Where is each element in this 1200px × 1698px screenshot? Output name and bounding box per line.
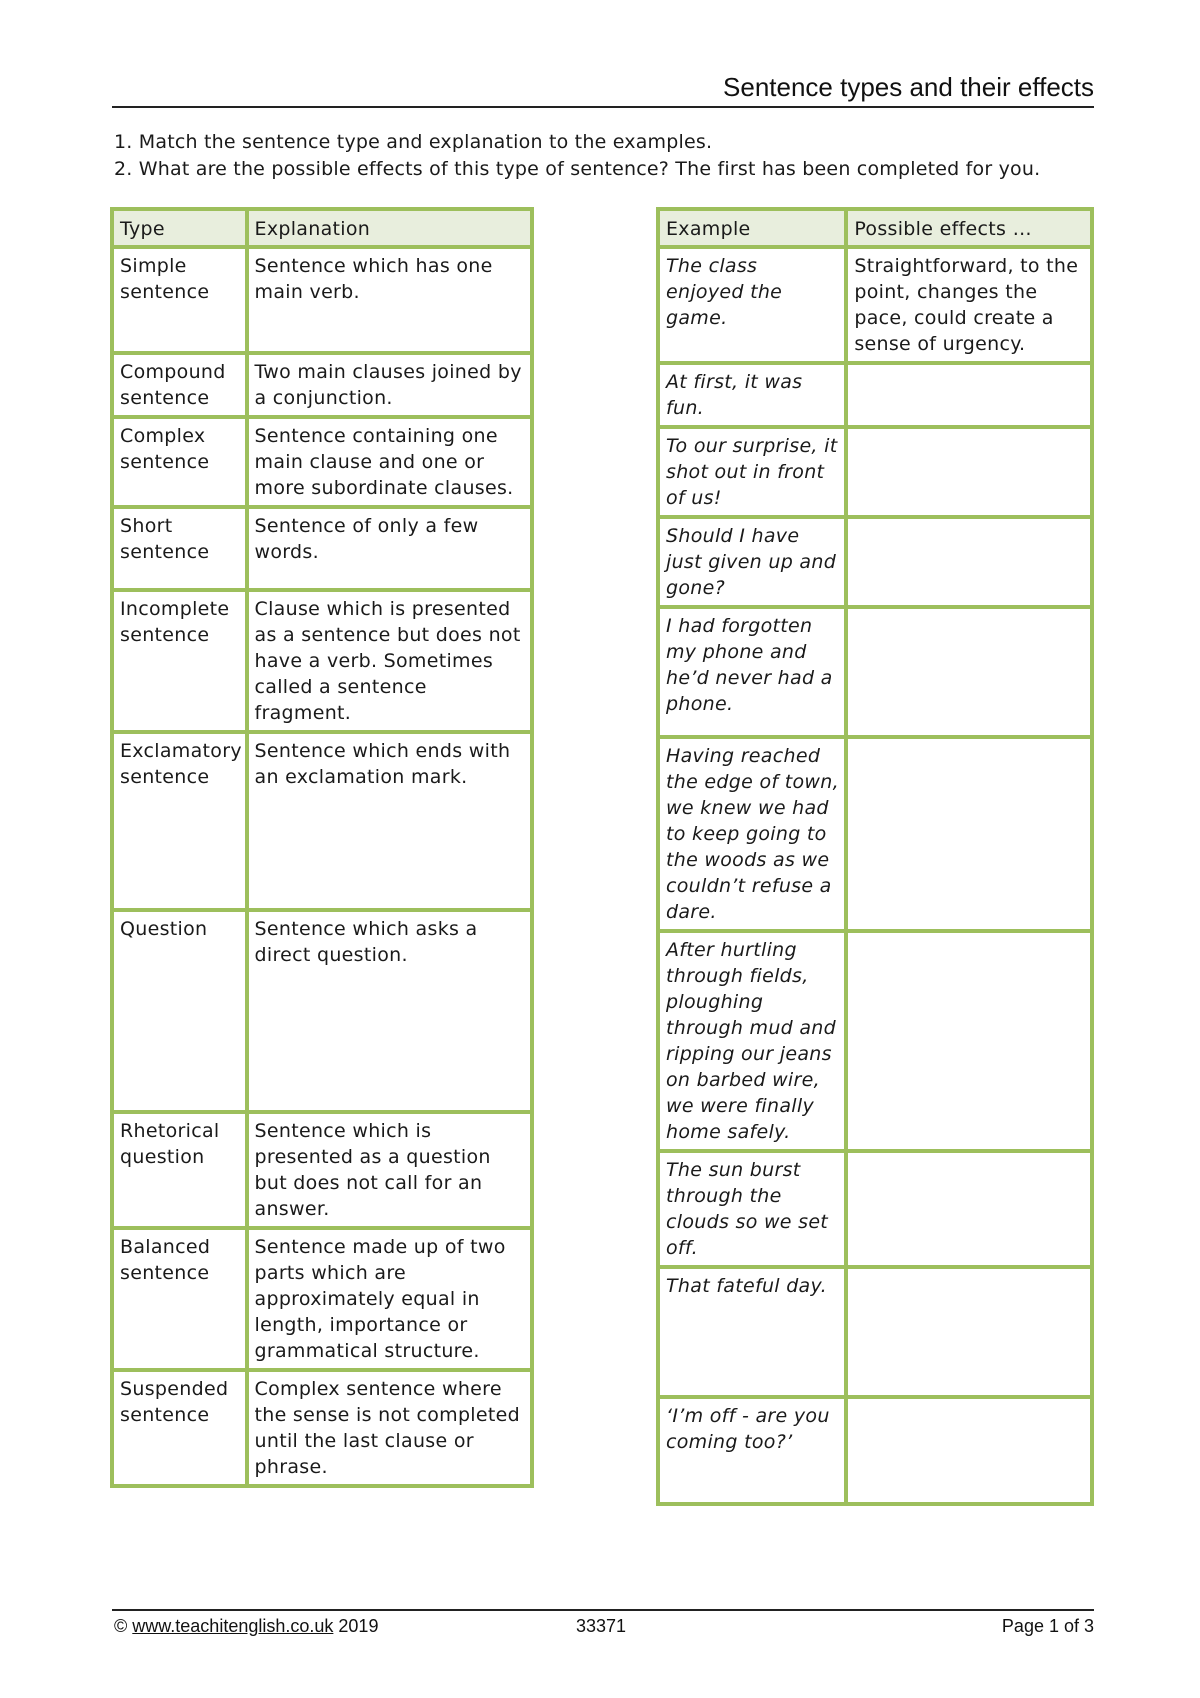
effect-cell[interactable] xyxy=(846,427,1092,517)
explanation-cell: Two main clauses joined by a conjunction. xyxy=(247,353,532,417)
effect-cell[interactable] xyxy=(846,1267,1092,1397)
footer-year: 2019 xyxy=(338,1616,379,1636)
type-cell: Incomplete sentence xyxy=(112,590,247,732)
header-explanation: Explanation xyxy=(247,209,532,247)
table-row xyxy=(112,353,532,417)
table-row xyxy=(112,910,532,1112)
website-link[interactable]: www.teachitenglish.co.uk xyxy=(132,1616,334,1636)
effect-cell[interactable] xyxy=(846,607,1092,737)
explanation-cell: Clause which is presented as a sentence but does not have a verb. Sometimes called a sentence fragment. xyxy=(247,590,532,732)
type-cell: Balanced sentence xyxy=(112,1228,247,1370)
explanation-cell: Sentence which ends with an exclamation mark. xyxy=(247,732,532,910)
effect-cell[interactable] xyxy=(846,1397,1092,1504)
instructions xyxy=(114,129,1040,183)
type-cell: Simple sentence xyxy=(112,247,247,353)
table-row xyxy=(658,607,1092,737)
table-header-row xyxy=(658,209,1092,247)
table-row xyxy=(112,1228,532,1370)
table-row xyxy=(658,931,1092,1151)
header-divider xyxy=(112,106,1094,108)
example-effects-table xyxy=(656,207,1094,1506)
table-row xyxy=(112,507,532,590)
effect-cell[interactable] xyxy=(846,363,1092,427)
table-row xyxy=(112,247,532,353)
explanation-cell: Sentence which has one main verb. xyxy=(247,247,532,353)
table-row xyxy=(658,737,1092,931)
example-cell: Should I have just given up and gone? xyxy=(658,517,846,607)
table-row xyxy=(658,517,1092,607)
effect-cell[interactable] xyxy=(846,931,1092,1151)
table-row xyxy=(658,1151,1092,1267)
explanation-cell: Sentence containing one main clause and one or more subordinate clauses. xyxy=(247,417,532,507)
table-row xyxy=(658,427,1092,517)
type-cell: Suspended sentence xyxy=(112,1370,247,1486)
type-cell: Exclamatory sentence xyxy=(112,732,247,910)
header-effects: Possible effects … xyxy=(846,209,1092,247)
table-row xyxy=(112,417,532,507)
footer-copyright xyxy=(114,1616,378,1637)
footer-divider xyxy=(112,1609,1094,1611)
effect-cell[interactable] xyxy=(846,517,1092,607)
type-cell: Short sentence xyxy=(112,507,247,590)
example-cell: At first, it was fun. xyxy=(658,363,846,427)
example-cell: The class enjoyed the game. xyxy=(658,247,846,363)
explanation-cell: Sentence which is presented as a question but does not call for an answer. xyxy=(247,1112,532,1228)
example-cell: To our surprise, it shot out in front of us! xyxy=(658,427,846,517)
header-type: Type xyxy=(112,209,247,247)
instruction-1: 1. Match the sentence type and explanation to the examples. xyxy=(114,131,713,153)
page-title: Sentence types and their effects xyxy=(723,72,1094,102)
effect-cell[interactable]: Straightforward, to the point, changes the pace, could create a sense of urgency. xyxy=(846,247,1092,363)
page-number: Page 1 of 3 xyxy=(1001,1616,1094,1636)
table-row xyxy=(658,247,1092,363)
copyright-symbol: © xyxy=(114,1616,128,1636)
table-row xyxy=(658,1397,1092,1504)
table-row xyxy=(112,590,532,732)
type-cell: Complex sentence xyxy=(112,417,247,507)
table-row xyxy=(112,1112,532,1228)
explanation-cell: Complex sentence where the sense is not completed until the last clause or phrase. xyxy=(247,1370,532,1486)
effect-cell[interactable] xyxy=(846,737,1092,931)
type-cell: Rhetorical question xyxy=(112,1112,247,1228)
table-row xyxy=(658,1267,1092,1397)
effect-cell[interactable] xyxy=(846,1151,1092,1267)
example-cell: ‘I’m off - are you coming too?’ xyxy=(658,1397,846,1504)
table-header-row xyxy=(112,209,532,247)
example-cell: I had forgotten my phone and he’d never had a phone. xyxy=(658,607,846,737)
table-row xyxy=(112,1370,532,1486)
example-cell: After hurtling through fields, ploughing through mud and ripping our jeans on barbed wire, we were finally home safely. xyxy=(658,931,846,1151)
explanation-cell: Sentence which asks a direct question. xyxy=(247,910,532,1112)
type-explanation-table xyxy=(110,207,534,1488)
resource-code: 33371 xyxy=(576,1616,627,1636)
example-cell: Having reached the edge of town, we knew we had to keep going to the woods as we couldn’t refuse a dare. xyxy=(658,737,846,931)
type-cell: Question xyxy=(112,910,247,1112)
explanation-cell: Sentence made up of two parts which are approximately equal in length, importance or grammatical structure. xyxy=(247,1228,532,1370)
table-row xyxy=(112,732,532,910)
table-row xyxy=(658,363,1092,427)
example-cell: That fateful day. xyxy=(658,1267,846,1397)
example-cell: The sun burst through the clouds so we set off. xyxy=(658,1151,846,1267)
type-cell: Compound sentence xyxy=(112,353,247,417)
instruction-2: 2. What are the possible effects of this type of sentence? The first has been completed for you. xyxy=(114,158,1041,180)
explanation-cell: Sentence of only a few words. xyxy=(247,507,532,590)
header-example: Example xyxy=(658,209,846,247)
